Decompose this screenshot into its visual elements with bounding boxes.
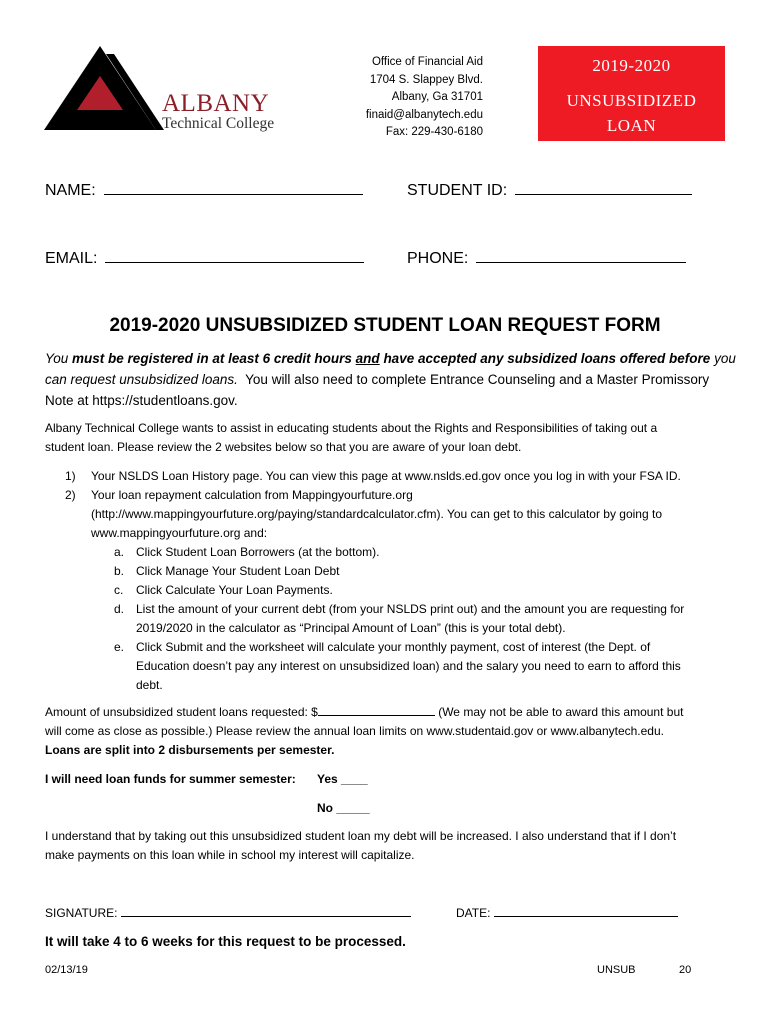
- list-item-2-line-2: (http://www.mappingyourfuture.org/paying/standardcalculator.cfm). You can get to this calculator by going to: [91, 507, 662, 521]
- date-blank[interactable]: [494, 905, 678, 917]
- intro-text-5: you: [714, 351, 736, 366]
- intro-text-4: have accepted any subsidized loans offered before: [383, 351, 711, 366]
- intro-paragraph: [45, 348, 735, 411]
- sublist-letter-d: d.: [114, 602, 125, 616]
- list-number-1: 1): [65, 469, 76, 483]
- date-field[interactable]: [456, 904, 678, 923]
- sublist-item-e: [136, 638, 681, 695]
- signature-label: SIGNATURE:: [45, 906, 118, 920]
- logo-name: ALBANY: [162, 90, 270, 117]
- amount-note: (We may not be able to award this amount but: [438, 705, 684, 719]
- sublist-item-e-line-3: debt.: [136, 678, 163, 692]
- name-label: NAME:: [45, 182, 96, 199]
- amount-label: Amount of unsubsidized student loans requested: $: [45, 705, 318, 719]
- footer-date: 02/13/19: [45, 964, 88, 976]
- footer-page-number: 20: [679, 964, 692, 976]
- list-item-2-line-3: www.mappingyourfuture.org and:: [91, 526, 268, 540]
- form-badge: [538, 46, 725, 141]
- sublist-letter-a: a.: [114, 545, 125, 559]
- understand-line-1: I understand that by taking out this unsubsidized student loan my debt will be increased. I also understand that if I don’t: [45, 829, 677, 843]
- phone-label: PHONE:: [407, 250, 469, 267]
- intro-text-3: and: [355, 351, 380, 366]
- sublist-item-c: Click Calculate Your Loan Payments.: [136, 583, 333, 597]
- phone-field[interactable]: [407, 248, 686, 268]
- logo-triangle-icon: [44, 46, 164, 134]
- date-label: DATE:: [456, 906, 491, 920]
- list-item-2-line-1: Your loan repayment calculation from Mappingyourfuture.org: [91, 488, 413, 502]
- signature-field[interactable]: [45, 904, 411, 923]
- understand-paragraph: [45, 827, 676, 865]
- amount-disbursement-note: Loans are split into 2 disbursements per semester.: [45, 743, 335, 757]
- student-id-blank[interactable]: [515, 180, 692, 195]
- understand-line-2: make payments on this loan while in school my interest will capitalize.: [45, 848, 415, 862]
- office-city: Albany, Ga 31701: [391, 91, 483, 103]
- sublist-letter-b: b.: [114, 564, 125, 578]
- email-field[interactable]: [45, 248, 364, 268]
- badge-line-1: UNSUBSIDIZED: [566, 91, 697, 110]
- assist-line-2: student loan. Please review the 2 websites below so that you are aware of your loan debt.: [45, 440, 522, 454]
- summer-yes-option[interactable]: Yes ____: [317, 772, 368, 786]
- assist-line-1: Albany Technical College wants to assist in educating students about the Rights and Responsibilities of taking out a: [45, 421, 658, 435]
- summer-no-option[interactable]: No _____: [317, 801, 370, 815]
- sublist-item-a: Click Student Loan Borrowers (at the bottom).: [136, 545, 380, 559]
- office-name: Office of Financial Aid: [371, 56, 483, 68]
- sublist-item-e-line-2: Education doesn’t pay any interest on unsubsidized loan) and the salary you need to earn to afford this: [136, 659, 681, 673]
- sublist-item-d-line-1: List the amount of your current debt (from your NSLDS print out) and the amount you are requesting for: [136, 602, 685, 616]
- sublist-item-b: Click Manage Your Student Loan Debt: [136, 564, 340, 578]
- amount-blank[interactable]: [318, 704, 435, 716]
- badge-year: 2019-2020: [592, 56, 671, 75]
- intro-text-1: You: [45, 351, 69, 366]
- student-id-label: STUDENT ID:: [407, 182, 508, 199]
- sublist-letter-c: c.: [114, 583, 124, 597]
- office-address: [320, 54, 483, 142]
- amount-line-2: will come as close as possible.) Please review the annual loan limits on www.studentaid.gov or www.albanytech.edu.: [45, 724, 664, 738]
- footer-code: UNSUB: [597, 964, 636, 976]
- assist-paragraph: [45, 419, 657, 457]
- list-item-2: [91, 486, 662, 543]
- sublist-item-d-line-2: 2019/2020 in the calculator as “Principal Amount of Loan” (this is your total debt).: [136, 621, 566, 635]
- student-id-field[interactable]: [407, 180, 692, 200]
- phone-blank[interactable]: [476, 248, 686, 263]
- intro-text-7: You will also need to complete Entrance Counseling and a Master Promissory: [245, 372, 710, 387]
- email-blank[interactable]: [105, 248, 364, 263]
- signature-blank[interactable]: [121, 905, 411, 917]
- sublist-item-d: [136, 600, 684, 638]
- processing-note: It will take 4 to 6 weeks for this request to be processed.: [45, 934, 406, 949]
- name-field[interactable]: [45, 180, 363, 200]
- list-number-2: 2): [65, 488, 76, 502]
- name-blank[interactable]: [104, 180, 363, 195]
- summer-question: I will need loan funds for summer semester:: [45, 772, 296, 786]
- sublist-item-e-line-1: Click Submit and the worksheet will calculate your monthly payment, cost of interest (the Dept. of: [136, 640, 651, 654]
- list-item-1: Your NSLDS Loan History page. You can view this page at www.nslds.ed.gov once you log in with your FSA ID.: [91, 469, 681, 483]
- amount-paragraph: [45, 703, 683, 760]
- office-email: finaid@albanytech.edu: [365, 108, 483, 121]
- sublist-letter-e: e.: [114, 640, 125, 654]
- logo-subtitle: Technical College: [162, 115, 275, 132]
- college-logo: [44, 46, 276, 134]
- intro-text-2: must be registered in at least 6 credit hours: [72, 351, 352, 366]
- badge-line-2: LOAN: [606, 116, 657, 135]
- office-fax: Fax: 229-430-6180: [385, 126, 483, 138]
- email-label: EMAIL:: [45, 250, 98, 267]
- intro-text-6: can request unsubsidized loans.: [45, 372, 238, 387]
- intro-text-8: Note at https://studentloans.gov.: [45, 393, 238, 408]
- office-street: 1704 S. Slappey Blvd.: [369, 73, 483, 86]
- form-title: 2019-2020 UNSUBSIDIZED STUDENT LOAN REQUEST FORM: [109, 315, 661, 336]
